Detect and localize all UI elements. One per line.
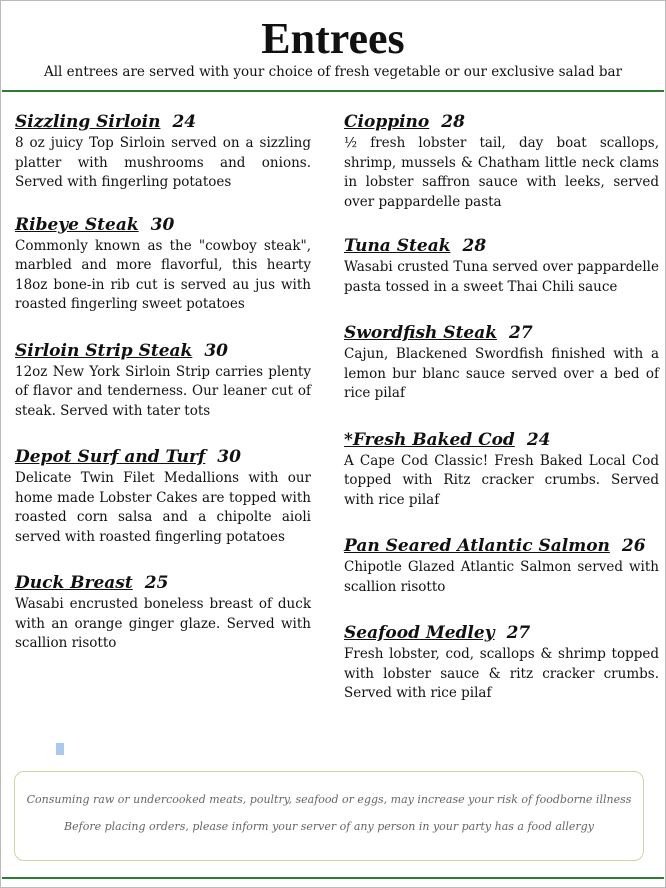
- cursor-mark: [56, 743, 64, 755]
- page-title: Entrees: [261, 14, 405, 63]
- item-price: 26: [621, 536, 646, 556]
- menu-item: [15, 214, 311, 315]
- item-heading: [344, 235, 659, 257]
- item-heading: [344, 322, 659, 344]
- item-price: 28: [441, 112, 465, 132]
- item-name: *Fresh Baked Cod: [344, 429, 515, 450]
- menu-item: [15, 446, 311, 547]
- menu-item: [344, 622, 659, 704]
- menu-item: [15, 340, 311, 422]
- item-description: 8 oz juicy Top Sirloin served on a sizzling platter with mushrooms and onions. Served with fingerling potatoes: [15, 135, 311, 190]
- left-column: [15, 111, 311, 654]
- item-price: 27: [506, 623, 531, 643]
- item-price: 24: [526, 429, 551, 450]
- item-heading: [15, 572, 311, 594]
- item-name: Cioppino: [344, 112, 430, 132]
- item-heading: [344, 622, 659, 644]
- item-price: 24: [172, 112, 197, 132]
- menu-item: [344, 429, 659, 511]
- item-heading: [15, 214, 311, 236]
- item-heading: [15, 446, 311, 468]
- notice-line-allergy: Before placing orders, please inform your server of any person in your party has a food allergy: [64, 820, 594, 833]
- item-name: Depot Surf and Turf: [15, 447, 206, 467]
- item-description: A Cape Cod Classic! Fresh Baked Local Cod topped with Ritz cracker crumbs. Served with rice pilaf: [344, 452, 659, 508]
- page-subtitle: All entrees are served with your choice of fresh vegetable or our exclusive salad bar: [43, 64, 623, 80]
- item-name: Swordfish Steak: [344, 323, 498, 343]
- item-name: Ribeye Steak: [15, 214, 139, 235]
- item-heading: [344, 111, 659, 133]
- item-description: 12oz New York Sirloin Strip carries plenty of flavor and tenderness. Our leaner cut of steak. Served with tater tots: [15, 363, 311, 419]
- item-description: Fresh lobster, cod, scallops & shrimp topped with lobster sauce & ritz cracker crumbs. Served with rice pilaf: [344, 646, 659, 701]
- right-column: [344, 111, 659, 704]
- item-description: Wasabi encrusted boneless breast of duck with an orange ginger glaze. Served with scallion risotto: [15, 596, 311, 651]
- item-name: Tuna Steak: [344, 236, 451, 256]
- allergy-notice-box: [14, 771, 644, 861]
- item-description: Chipotle Glazed Atlantic Salmon served with scallion risotto: [344, 559, 659, 595]
- item-name: Pan Seared Atlantic Salmon: [344, 536, 610, 556]
- item-name: Seafood Medley: [344, 623, 495, 643]
- item-heading: [15, 340, 311, 362]
- item-description: ½ fresh lobster tail, day boat scallops, shrimp, mussels & Chatham little neck clams in lobster saffron sauce with leeks, served over pappardelle pasta: [344, 135, 659, 210]
- menu-item: [15, 111, 311, 193]
- item-name: Sirloin Strip Steak: [15, 340, 193, 361]
- item-description: Commonly known as the "cowboy steak", marbled and more flavorful, this hearty 18oz bone-in rib cut is served au jus with roasted fingerling sweet potatoes: [15, 237, 311, 312]
- item-price: 28: [462, 236, 487, 256]
- item-price: 30: [204, 340, 228, 361]
- item-description: Wasabi crusted Tuna served over pappardelle pasta tossed in a sweet Thai Chili sauce: [344, 259, 659, 295]
- item-heading: [344, 429, 659, 451]
- item-price: 30: [150, 214, 175, 235]
- item-name: Sizzling Sirloin: [15, 112, 161, 132]
- item-heading: [15, 111, 311, 133]
- menu-item: [344, 235, 659, 297]
- item-heading: [344, 535, 659, 557]
- item-description: Delicate Twin Filet Medallions with our home made Lobster Cakes are topped with roasted corn salsa and a chipolte aioli served with roasted fingerling potatoes: [15, 470, 311, 545]
- menu-item: [15, 572, 311, 654]
- item-name: Duck Breast: [15, 573, 133, 593]
- item-description: Cajun, Blackened Swordfish finished with a lemon bur blanc sauce served over a bed of rice pilaf: [344, 346, 659, 401]
- item-price: 27: [509, 323, 533, 343]
- menu-item: [344, 111, 659, 212]
- item-price: 30: [217, 447, 241, 467]
- menu-item: [344, 535, 659, 597]
- header-divider: [2, 90, 664, 92]
- menu-item: [344, 322, 659, 404]
- notice-line-raw-food: Consuming raw or undercooked meats, poultry, seafood or eggs, may increase your risk of foodborne illness: [26, 793, 632, 806]
- item-price: 25: [144, 573, 169, 593]
- footer-divider: [2, 877, 664, 879]
